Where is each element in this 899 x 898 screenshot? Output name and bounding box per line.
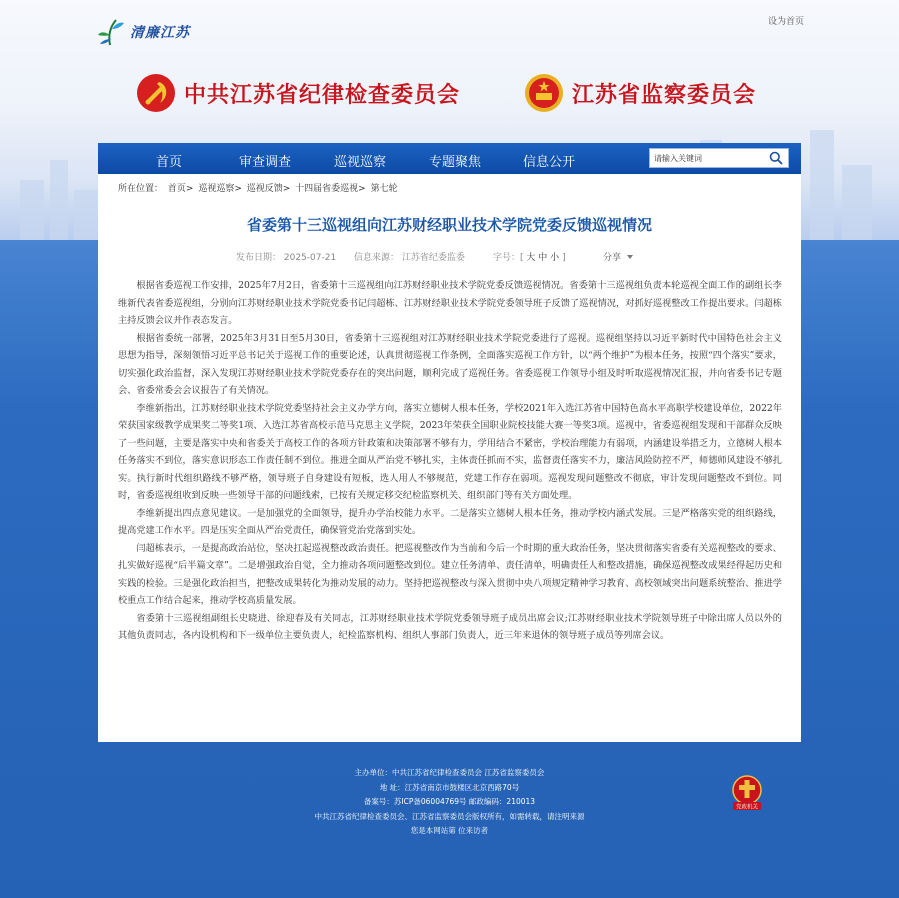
article-paragraph: 李维新指出，江苏财经职业技术学院党委坚持社会主义办学方向，落实立德树人根本任务，学校2021年入选江苏省中国特色高水平高职学校建设单位，2022年荣获国家级教学成果奖二等奖1项、入选江苏省高校示范马克思主义学院，2023年荣获全国职业院校技能大赛一等奖3项。巡视中，省委巡视组发现和干部群众反映了一些问题，主要是落实中央和省委关于高校工作的各项方针政策和决策部署不够有力，学用结合不紧密，学校治理能力有弱项，内涵建设举措乏力，立德树人根本任务落实不到位，落实意识形态工作责任制不到位。推进全面从严治党不够扎实，主体责任抓而不实，监督责任落实不力，廉洁风险防控不严，师德师风建设不够扎实。执行新时代组织路线不够严格，领导班子自身建设有短板，选人用人不够规范，党建工作存在弱项。巡视发现问题整改不彻底，审计发现问题整改不到位。同时，省委巡视组收到反映一些领导干部的问题线索，已按有关规定移交纪检监察机关、组织部门等有关方面处理。 xyxy=(118,402,782,501)
font-size-label: 字号：[ xyxy=(493,253,524,263)
gov-agency-badge[interactable] xyxy=(730,775,764,811)
share-button[interactable] xyxy=(603,250,634,263)
breadcrumb-item-feedback[interactable]: 巡视反馈> xyxy=(246,184,291,194)
nav-item-home[interactable]: 首页 xyxy=(156,155,183,170)
org-supervision-header xyxy=(524,68,756,118)
site-footer xyxy=(0,766,899,839)
org2-title: 江苏省监察委员会 xyxy=(572,81,757,108)
site-logo-text: 清廉江苏 xyxy=(130,25,190,41)
gov-badge-icon xyxy=(730,775,764,811)
national-emblem-icon xyxy=(524,73,564,113)
search-input[interactable] xyxy=(650,149,766,167)
breadcrumb xyxy=(118,181,400,194)
footer-sponsor: 主办单位：中共江苏省纪律检查委员会 江苏省监察委员会 xyxy=(354,768,545,777)
font-size-control xyxy=(493,250,566,263)
breadcrumb-item-home[interactable]: 首页> xyxy=(167,184,194,194)
nav-item-disclosure[interactable]: 信息公开 xyxy=(523,155,576,170)
article-title: 省委第十三巡视组向江苏财经职业技术学院党委反馈巡视情况 xyxy=(246,216,652,234)
search-icon xyxy=(769,151,783,165)
chevron-down-icon xyxy=(626,254,634,260)
footer-address: 地 址：江苏省南京市鼓楼区北京西路70号 xyxy=(379,782,520,792)
article-paragraph: 省委第十三巡视组副组长史晓进、徐迎春及有关同志，江苏财经职业技术学院党委领导班子成员出席会议;江苏财经职业技术学院领导班子中除出席人员以外的其他负责同志，各内设机构和下一级单位主要负责人，纪检监察机构、组织人事部门负责人，近三年来退休的领导班子成员等列席会议。 xyxy=(118,612,782,641)
font-size-small[interactable]: 小 xyxy=(550,253,560,263)
content-panel xyxy=(98,174,801,742)
article-source: 信息来源： 江苏省纪委监委 xyxy=(354,253,465,263)
nav-item-topics[interactable]: 专题聚焦 xyxy=(429,155,482,170)
publish-date: 发布日期： 2025-07-21 xyxy=(236,253,337,263)
font-size-close: ] xyxy=(562,253,566,263)
set-home-link[interactable]: 设为首页 xyxy=(768,16,805,26)
article-paragraph: 闫超栋表示，一是提高政治站位，坚决扛起巡视整改政治责任。把巡视整改作为当前和今后一个时期的重大政治任务，坚决贯彻落实省委有关巡视整改的要求、扎实做好巡视“后半篇文章”。二是增强政治自觉，全力推动各项问题整改到位。建立任务清单、责任清单，明确责任人和整改措施，确保巡视整改成果经得起历史和实践的检验。三是强化政治担当，把整改成果转化为推动发展的动力。坚持把巡视整改与深入贯彻中央八项规定精神学习教育、高校领域突出问题系统整治、推进学校重点工作结合起来，推动学校高质量发展。 xyxy=(118,542,782,606)
gov-badge-text: 党政机关 xyxy=(735,804,759,811)
breadcrumb-label: 所在位置： xyxy=(118,184,164,194)
footer-icp[interactable]: 备案号：苏ICP备06004769号 邮政编码：210013 xyxy=(363,797,536,807)
breadcrumb-item-14th[interactable]: 十四届省委巡视> xyxy=(295,184,366,194)
share-label: 分享 xyxy=(603,253,622,263)
breadcrumb-item-inspection[interactable]: 巡视巡察> xyxy=(198,184,242,194)
main-nav xyxy=(98,143,801,174)
search-button[interactable] xyxy=(766,149,786,167)
article-paragraph: 根据省委统一部署，2025年3月31日至5月30日，省委第十三巡视组对江苏财经职业技术学院党委进行了巡视。巡视组坚持以习近平新时代中国特色社会主义思想为指导，深刻领悟习近平总书记关于巡视工作的重要论述，认真贯彻巡视工作条例，全面落实巡视工作方针，以“两个维护”为根本任务，按照“四个落实”要求，切实强化政治监督，深入发现江苏财经职业技术学院党委存在的突出问题，顺利完成了巡视任务。省委巡视工作领导小组及时听取巡视情况汇报，并向省委书记专题会、省委常委会会议报告了有关情况。 xyxy=(118,332,782,396)
bamboo-logo-icon xyxy=(96,17,126,47)
search-box xyxy=(649,148,789,168)
org1-title: 中共江苏省纪律检查委员会 xyxy=(184,81,461,108)
article-paragraph: 根据省委巡视工作安排，2025年7月2日，省委第十三巡视组向江苏财经职业技术学院党委反馈巡视情况。省委第十三巡视组负责本轮巡视全面工作的副组长李维新代表省委巡视组，分别向江苏财经职业技术学院党委书记闫超栋、江苏财经职业技术学院党委领导班子反馈了巡视情况，对抓好巡视整改工作提出要求。闫超栋主持反馈会议并作表态发言。 xyxy=(118,280,782,326)
nav-item-investigation[interactable]: 审查调查 xyxy=(239,155,292,170)
nav-item-inspection[interactable]: 巡视巡察 xyxy=(334,155,387,170)
breadcrumb-item-round7[interactable]: 第七轮 xyxy=(370,184,398,194)
site-logo[interactable] xyxy=(96,14,196,50)
footer-copyright: 中共江苏省纪律检查委员会、江苏省监察委员会版权所有，如需转载，请注明来源 xyxy=(314,811,585,821)
org-ccdi-header xyxy=(136,68,460,118)
font-size-large[interactable]: 大 xyxy=(526,253,536,263)
font-size-medium[interactable]: 中 xyxy=(538,253,548,263)
article-body xyxy=(118,277,782,645)
party-emblem-icon xyxy=(136,73,176,113)
article-paragraph: 李维新提出四点意见建议。一是加强党的全面领导，提升办学治校能力水平。二是落实立德树人根本任务，推动学校内涵式发展。三是严格落实党的组织路线，提高党建工作水平。四是压实全面从严治党责任，确保管党治党落到实处。 xyxy=(118,507,782,536)
footer-visitor-count: 您是本网站第 位来访者 xyxy=(410,826,489,836)
